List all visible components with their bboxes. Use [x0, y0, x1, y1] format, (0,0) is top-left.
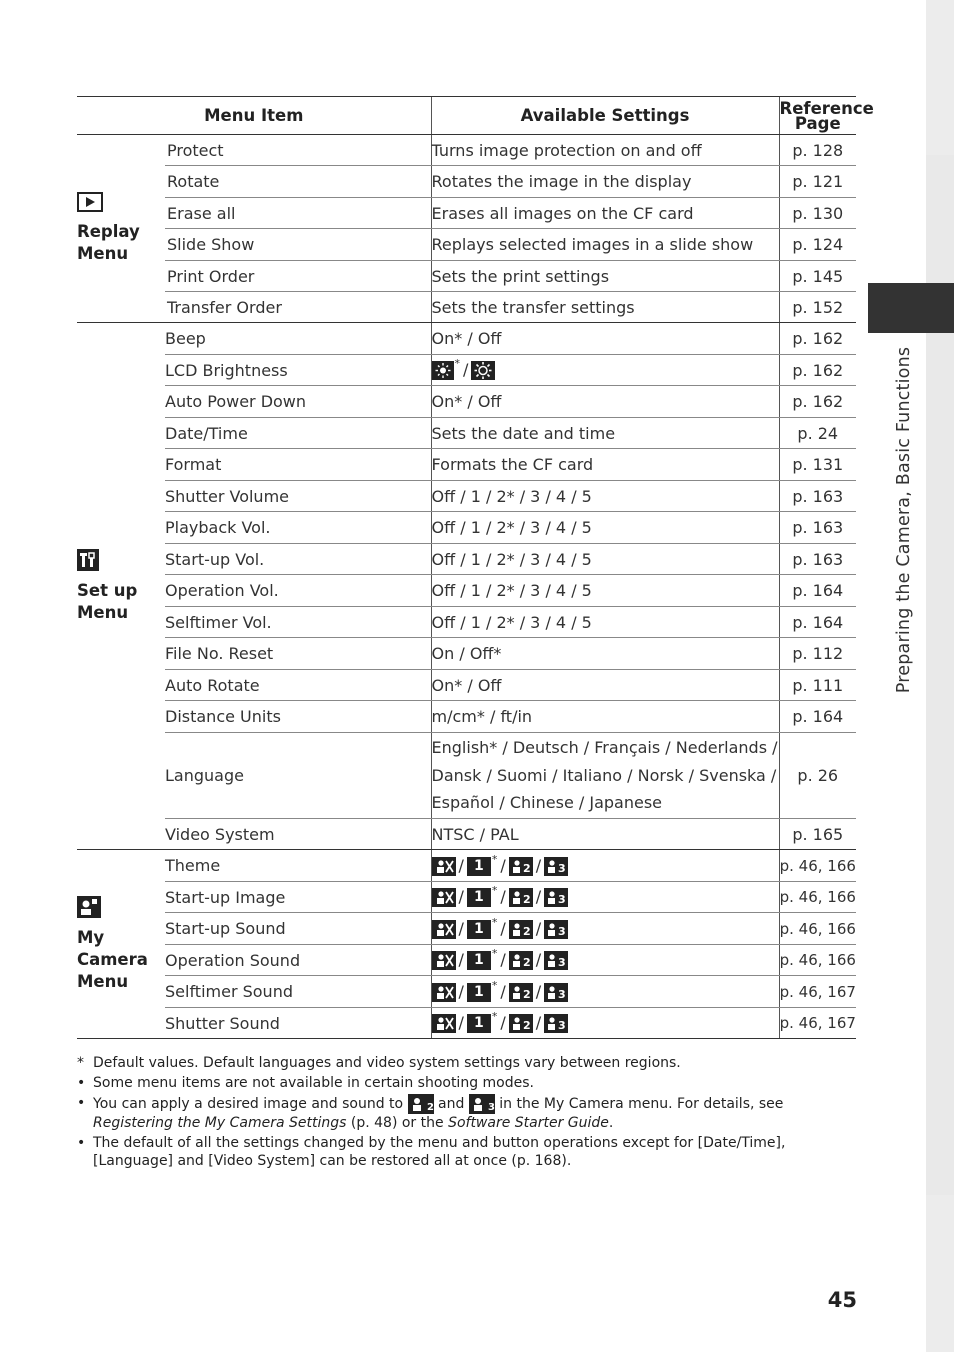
reference-page: p. 46, 167 — [779, 976, 856, 1008]
reference-page: p. 24 — [779, 418, 856, 449]
side-strip-bottom — [926, 1195, 954, 1352]
reference-page: p. 163 — [779, 544, 856, 575]
reference-page: p. 46, 166 — [779, 945, 856, 976]
available-settings — [431, 355, 779, 386]
available-settings: Erases all images on the CF card — [431, 198, 779, 229]
theme-3-icon — [544, 888, 568, 907]
available-settings: Sets the date and time — [431, 418, 779, 449]
theme-1-icon: 1 — [467, 1014, 491, 1033]
menu-item-name: Selftimer Vol. — [165, 607, 431, 638]
available-settings: On* / Off — [431, 323, 779, 355]
theme-2-icon — [509, 888, 533, 907]
off-theme-icon — [432, 951, 456, 970]
theme-1-icon: 1 — [467, 857, 491, 876]
table-row — [77, 198, 856, 229]
reference-page: p. 128 — [779, 135, 856, 166]
available-settings: NTSC / PAL — [431, 819, 779, 850]
note-text: . — [608, 1115, 614, 1131]
separator: / — [500, 950, 506, 969]
theme-2-icon — [509, 1014, 533, 1033]
svg-text:3: 3 — [558, 987, 566, 1001]
separator: / — [500, 1013, 506, 1032]
theme-2-icon — [509, 983, 533, 1002]
theme-3-icon — [544, 951, 568, 970]
available-settings: Turns image protection on and off — [431, 135, 779, 166]
reference-page: p. 131 — [779, 449, 856, 481]
note-italic-guide: Software Starter Guide — [448, 1115, 609, 1131]
svg-text:3: 3 — [487, 1102, 495, 1113]
separator: / — [458, 887, 464, 906]
available-settings: Off / 1 / 2* / 3 / 4 / 5 — [431, 544, 779, 575]
note-text: in the My Camera menu. For details, see — [499, 1096, 784, 1112]
svg-text:3: 3 — [558, 956, 566, 969]
menu-item-name: LCD Brightness — [165, 355, 431, 386]
svg-text:3: 3 — [558, 924, 566, 938]
off-theme-icon — [432, 857, 456, 876]
menu-item-name: Beep — [165, 323, 431, 355]
default-asterisk: * — [491, 1010, 498, 1023]
footnote-my-camera — [77, 1094, 857, 1132]
table-row — [77, 913, 856, 945]
svg-text:2: 2 — [522, 1019, 531, 1032]
replay-menu-category — [77, 135, 165, 323]
separator: / — [458, 981, 464, 1001]
footnote-restore-defaults — [77, 1134, 857, 1170]
table-row — [77, 575, 856, 607]
page-number: 45 — [827, 1288, 857, 1312]
separator: / — [458, 918, 464, 938]
separator: / — [463, 360, 469, 379]
reference-page: p. 162 — [779, 355, 856, 386]
menu-item-name: Rotate — [165, 166, 431, 198]
menu-item-name: Language — [165, 733, 431, 819]
note-text: Some menu items are not available in certain shooting modes. — [93, 1075, 534, 1091]
language-options-line: Español / Chinese / Japanese — [431, 793, 662, 813]
svg-text:3: 3 — [558, 893, 566, 906]
reference-page: p. 164 — [779, 575, 856, 607]
table-row — [77, 882, 856, 913]
svg-text:2: 2 — [522, 893, 531, 906]
header-available-settings: Available Settings — [431, 97, 779, 135]
reference-page: p. 46, 166 — [779, 913, 856, 945]
menu-item-name: Playback Vol. — [165, 512, 431, 544]
table-row — [77, 229, 856, 261]
table-row — [77, 638, 856, 670]
reference-page: p. 162 — [779, 323, 856, 355]
reference-page: p. 46, 166 — [779, 882, 856, 913]
off-theme-icon — [432, 983, 456, 1002]
reference-page: p. 130 — [779, 198, 856, 229]
table-header-row — [77, 97, 856, 135]
table-row — [77, 166, 856, 198]
side-tab-strip — [926, 0, 954, 1352]
menu-item-name: Shutter Volume — [165, 481, 431, 512]
available-settings: On* / Off — [431, 386, 779, 418]
theme-3-icon — [544, 857, 568, 876]
asterisk-marker: * — [77, 1055, 84, 1071]
available-settings: Off / 1 / 2* / 3 / 4 / 5 — [431, 607, 779, 638]
note-text: Default values. Default languages and video system settings vary between regions. — [93, 1055, 681, 1071]
table-row — [77, 261, 856, 292]
off-theme-icon — [432, 888, 456, 907]
menu-item-name: Operation Sound — [165, 945, 431, 976]
table-row — [77, 544, 856, 575]
available-settings — [431, 945, 779, 976]
menu-item-name: Slide Show — [165, 229, 431, 261]
setup-menu-category — [77, 323, 165, 850]
svg-text:2: 2 — [522, 956, 531, 969]
theme-3-icon — [469, 1094, 495, 1114]
separator: / — [535, 1013, 542, 1032]
menu-item-name: File No. Reset — [165, 638, 431, 670]
table-row — [77, 418, 856, 449]
svg-text:2: 2 — [522, 987, 531, 1001]
separator: / — [458, 855, 464, 875]
available-settings: Rotates the image in the display — [431, 166, 779, 198]
svg-text:2: 2 — [426, 1102, 434, 1113]
bullet-marker: • — [77, 1075, 86, 1091]
svg-text:3: 3 — [558, 861, 566, 875]
language-options-line: English* / Deutsch / Français / Nederlands / — [431, 738, 778, 758]
language-options-line: Dansk / Suomi / Italiano / Norsk / Svenska / — [431, 765, 777, 785]
theme-1-icon: 1 — [467, 951, 491, 970]
reference-page: p. 152 — [779, 292, 856, 323]
wrench-icon — [77, 549, 99, 571]
chapter-tab-marker — [868, 283, 954, 333]
available-settings — [431, 1008, 779, 1039]
reference-page: p. 46, 167 — [779, 1008, 856, 1039]
available-settings — [431, 882, 779, 913]
menu-item-name: Transfer Order — [165, 292, 431, 323]
table-row — [77, 355, 856, 386]
menu-item-name: Erase all — [165, 198, 431, 229]
table-row — [77, 449, 856, 481]
default-asterisk: * — [491, 947, 498, 960]
chapter-title: Preparing the Camera, Basic Functions — [894, 346, 914, 694]
note-italic-reference: Registering the My Camera Settings — [93, 1115, 347, 1131]
menu-item-name: Auto Rotate — [165, 670, 431, 701]
menu-item-name: Protect — [165, 135, 431, 166]
available-settings: On / Off* — [431, 638, 779, 670]
reference-page: p. 165 — [779, 819, 856, 850]
table-row — [77, 976, 856, 1008]
available-settings — [431, 733, 779, 819]
separator: / — [535, 950, 542, 969]
available-settings: Replays selected images in a slide show — [431, 229, 779, 261]
footnote-shooting-modes — [77, 1074, 857, 1092]
header-reference-page: Reference Page — [779, 98, 874, 133]
theme-2-icon — [509, 857, 533, 876]
menu-settings-table — [77, 96, 874, 1039]
menu-item-name: Date/Time — [165, 418, 431, 449]
menu-item-name: Distance Units — [165, 701, 431, 733]
available-settings — [431, 850, 779, 882]
play-icon — [77, 192, 103, 212]
note-text: You can apply a desired image and sound to — [93, 1096, 404, 1112]
default-asterisk: * — [454, 357, 461, 370]
bullet-marker: • — [77, 1135, 86, 1151]
separator: / — [458, 950, 464, 969]
table-row — [77, 292, 856, 323]
theme-3-icon — [544, 983, 568, 1002]
reference-page: p. 111 — [779, 670, 856, 701]
my-camera-icon — [77, 896, 101, 918]
available-settings: Sets the transfer settings — [431, 292, 779, 323]
theme-1-icon: 1 — [467, 920, 491, 939]
available-settings: Formats the CF card — [431, 449, 779, 481]
separator: / — [500, 855, 506, 875]
reference-page: p. 121 — [779, 166, 856, 198]
available-settings: Off / 1 / 2* / 3 / 4 / 5 — [431, 481, 779, 512]
menu-item-name: Print Order — [165, 261, 431, 292]
reference-page: p. 26 — [779, 733, 856, 819]
table-row — [77, 670, 856, 701]
menu-item-name: Start-up Image — [165, 882, 431, 913]
reference-page: p. 112 — [779, 638, 856, 670]
available-settings: On* / Off — [431, 670, 779, 701]
table-row — [77, 323, 856, 355]
menu-item-name: Start-up Vol. — [165, 544, 431, 575]
table-row — [77, 607, 856, 638]
svg-text:3: 3 — [558, 1019, 566, 1032]
note-text: (p. 48) or the — [350, 1115, 444, 1131]
menu-item-name: Shutter Sound — [165, 1008, 431, 1039]
theme-3-icon — [544, 920, 568, 939]
my-camera-menu-category — [77, 850, 165, 1039]
available-settings: Off / 1 / 2* / 3 / 4 / 5 — [431, 512, 779, 544]
svg-text:2: 2 — [522, 924, 531, 938]
theme-3-icon — [544, 1014, 568, 1033]
theme-2-icon — [509, 920, 533, 939]
default-asterisk: * — [491, 978, 498, 992]
menu-item-name: Operation Vol. — [165, 575, 431, 607]
separator: / — [500, 887, 506, 906]
note-text: The default of all the settings changed by the menu and button operations except for [Date/Time], [Language] and [Video System] can be restored all at once (p. 168). — [93, 1135, 786, 1169]
brightness-normal-icon — [432, 361, 454, 380]
brightness-high-icon — [471, 361, 495, 380]
menu-item-name: Video System — [165, 819, 431, 850]
separator: / — [535, 918, 542, 938]
separator: / — [458, 1013, 464, 1032]
theme-2-icon — [509, 951, 533, 970]
note-text: and — [438, 1096, 465, 1112]
separator: / — [500, 981, 506, 1001]
reference-page: p. 164 — [779, 607, 856, 638]
off-theme-icon — [432, 920, 456, 939]
separator: / — [535, 855, 542, 875]
menu-item-name: Format — [165, 449, 431, 481]
reference-page: p. 163 — [779, 481, 856, 512]
separator: / — [535, 981, 542, 1001]
default-asterisk: * — [491, 884, 498, 897]
category-label: Replay Menu — [77, 222, 140, 263]
reference-page: p. 46, 166 — [779, 850, 856, 882]
reference-page: p. 124 — [779, 229, 856, 261]
header-menu-item: Menu Item — [77, 97, 431, 135]
category-label: Set up Menu — [77, 580, 138, 622]
table-row — [77, 850, 856, 882]
separator: / — [535, 887, 542, 906]
side-strip-top — [926, 0, 954, 155]
theme-2-icon — [408, 1094, 434, 1114]
table-row — [77, 945, 856, 976]
footnotes — [77, 1054, 857, 1172]
available-settings: Off / 1 / 2* / 3 / 4 / 5 — [431, 575, 779, 607]
table-row — [77, 819, 856, 850]
category-label: My Camera Menu — [77, 927, 148, 991]
menu-item-name: Start-up Sound — [165, 913, 431, 945]
default-asterisk: * — [491, 915, 498, 929]
table-row — [77, 1008, 856, 1039]
table-row — [77, 481, 856, 512]
available-settings — [431, 976, 779, 1008]
table-row — [77, 135, 856, 166]
table-row — [77, 733, 856, 819]
menu-item-name: Theme — [165, 850, 431, 882]
menu-item-name: Auto Power Down — [165, 386, 431, 418]
svg-text:2: 2 — [522, 861, 531, 875]
theme-1-icon: 1 — [467, 888, 491, 907]
available-settings: Sets the print settings — [431, 261, 779, 292]
available-settings: m/cm* / ft/in — [431, 701, 779, 733]
reference-page: p. 162 — [779, 386, 856, 418]
table-row — [77, 386, 856, 418]
reference-page: p. 163 — [779, 512, 856, 544]
menu-item-name: Selftimer Sound — [165, 976, 431, 1008]
off-theme-icon — [432, 1014, 456, 1033]
theme-1-icon: 1 — [467, 983, 491, 1002]
table-row — [77, 701, 856, 733]
default-asterisk: * — [491, 852, 498, 866]
available-settings — [431, 913, 779, 945]
reference-page: p. 164 — [779, 701, 856, 733]
reference-page: p. 145 — [779, 261, 856, 292]
separator: / — [500, 918, 506, 938]
footnote-default-values — [77, 1054, 857, 1072]
bullet-marker: • — [77, 1095, 86, 1111]
table-row — [77, 512, 856, 544]
